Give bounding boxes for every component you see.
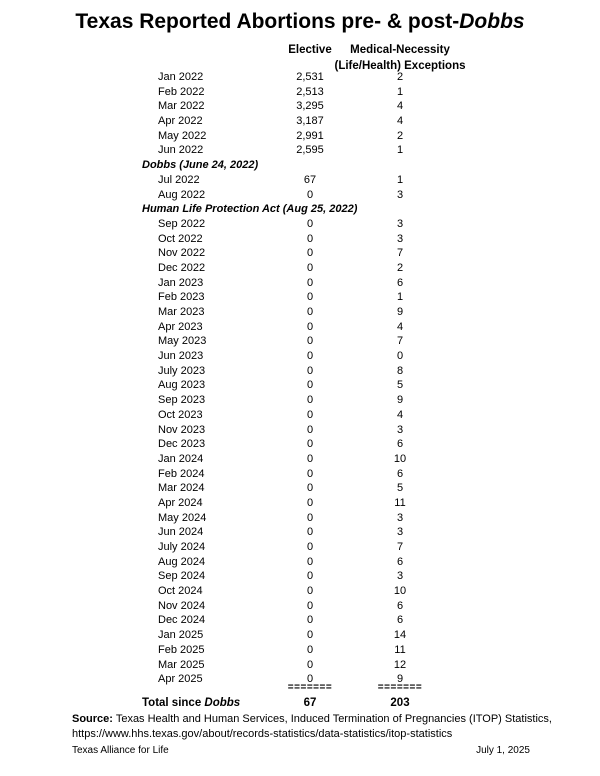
month-cell: May 2024	[158, 511, 207, 524]
table-row	[0, 70, 600, 85]
month-cell: Jun 2024	[158, 526, 204, 539]
table-row	[0, 114, 600, 129]
elective-cell: 0	[306, 261, 314, 274]
month-cell: Nov 2022	[158, 247, 206, 260]
elective-cell: 0	[306, 629, 314, 642]
month-cell: Mar 2025	[158, 658, 205, 671]
section-heading: Human Life Protection Act (Aug 25, 2022)	[142, 203, 358, 216]
month-cell: Nov 2024	[158, 599, 206, 612]
med-necessity-cell: 9	[396, 306, 404, 318]
med-necessity-cell: 6	[396, 276, 404, 289]
section-heading: Dobbs (June 24, 2022)	[142, 159, 259, 172]
month-cell: Nov 2023	[158, 423, 206, 436]
table-row	[0, 320, 600, 335]
table-row	[0, 408, 600, 423]
elective-cell: 0	[306, 599, 314, 612]
table-row	[0, 378, 600, 393]
elective-cell: 0	[306, 379, 314, 392]
month-cell: Oct 2023	[158, 408, 203, 421]
elective-cell: 2,595	[296, 144, 324, 157]
elective-cell: 0	[306, 496, 314, 509]
table-row	[0, 393, 600, 408]
elective-cell: 0	[306, 232, 314, 245]
source-label: Source:	[72, 713, 113, 725]
med-necessity-cell: 5	[396, 379, 404, 392]
table-row	[0, 525, 600, 540]
total-med: 203	[390, 697, 410, 709]
month-cell: Aug 2022	[158, 188, 206, 201]
table-row	[0, 217, 600, 232]
month-cell: Sep 2023	[158, 394, 206, 407]
table-row	[0, 290, 600, 305]
table-row	[0, 129, 600, 144]
elective-cell: 0	[306, 511, 314, 524]
month-cell: Dec 2023	[158, 438, 206, 451]
section-heading-row	[0, 158, 600, 173]
med-necessity-cell: 3	[396, 423, 404, 436]
med-necessity-cell: 7	[396, 247, 404, 260]
table-row	[0, 188, 600, 203]
table-row	[0, 423, 600, 438]
table-row	[0, 232, 600, 247]
med-necessity-cell: 7	[396, 541, 404, 553]
elective-cell: 0	[306, 188, 314, 201]
month-cell: Feb 2024	[158, 467, 205, 480]
month-cell: Jun 2022	[158, 144, 204, 157]
elective-cell: 0	[306, 276, 314, 289]
elective-cell: 0	[306, 364, 314, 377]
month-cell: Apr 2025	[158, 673, 203, 686]
med-necessity-cell: 3	[396, 526, 404, 539]
elective-cell: 3,187	[296, 115, 324, 128]
month-cell: Oct 2024	[158, 585, 203, 598]
month-cell: Feb 2025	[158, 643, 205, 656]
elective-cell: 0	[306, 541, 314, 553]
med-necessity-cell: 3	[396, 511, 404, 524]
elective-cell: 0	[306, 452, 314, 465]
month-cell: July 2023	[158, 364, 206, 377]
elective-cell: 0	[306, 643, 314, 656]
table-row	[0, 540, 600, 555]
table-row	[0, 85, 600, 100]
page-title	[0, 10, 600, 34]
med-necessity-cell: 4	[396, 408, 404, 421]
med-necessity-cell: 6	[396, 614, 404, 627]
table-row	[0, 584, 600, 599]
med-necessity-cell: 3	[396, 188, 404, 201]
table-row	[0, 349, 600, 364]
elective-cell: 0	[306, 335, 314, 348]
table-row	[0, 599, 600, 614]
med-necessity-cell: 6	[396, 467, 404, 480]
month-cell: Sep 2022	[158, 217, 206, 230]
elective-cell: 0	[306, 482, 314, 495]
med-necessity-cell: 1	[396, 144, 404, 157]
elective-cell: 0	[306, 320, 314, 333]
elective-cell: 0	[306, 247, 314, 260]
month-cell: July 2024	[158, 541, 206, 553]
elective-cell: 0	[306, 394, 314, 407]
elective-cell: 3,295	[296, 100, 324, 113]
total-label	[142, 697, 240, 709]
table-row	[0, 143, 600, 158]
month-cell: May 2022	[158, 129, 207, 142]
table-row	[0, 628, 600, 643]
table-row	[0, 467, 600, 482]
table-row	[0, 173, 600, 188]
med-necessity-cell: 1	[396, 291, 404, 304]
med-necessity-cell: 10	[393, 585, 407, 598]
elective-cell: 2,513	[296, 85, 324, 98]
month-cell: Mar 2024	[158, 482, 205, 495]
table-row	[0, 555, 600, 570]
elective-cell: 0	[306, 438, 314, 451]
med-necessity-cell: 4	[396, 100, 404, 113]
med-necessity-cell: 14	[393, 629, 407, 642]
table-row	[0, 305, 600, 320]
elective-cell: 0	[306, 467, 314, 480]
month-cell: Jan 2022	[158, 71, 204, 83]
table-row	[0, 613, 600, 628]
total-label-italic: Dobbs	[204, 697, 241, 709]
source-url[interactable]: https://www.hhs.texas.gov/about/records-statistics/data-statistics/itop-statistics	[72, 728, 453, 740]
table-row	[0, 452, 600, 467]
med-necessity-cell: 9	[396, 673, 404, 686]
med-necessity-cell: 5	[396, 482, 404, 495]
month-cell: Aug 2024	[158, 555, 206, 568]
table-row	[0, 481, 600, 496]
footer-organization: Texas Alliance for Life	[72, 745, 169, 756]
table-row	[0, 99, 600, 114]
data-table	[0, 70, 600, 687]
elective-cell: 0	[306, 570, 314, 583]
table-row	[0, 437, 600, 452]
month-cell: Jan 2024	[158, 452, 204, 465]
month-cell: Mar 2023	[158, 306, 205, 318]
elective-cell: 0	[306, 217, 314, 230]
elective-cell: 0	[306, 350, 314, 363]
month-cell: Apr 2024	[158, 496, 203, 509]
source-note	[72, 712, 552, 742]
month-cell: Jan 2023	[158, 276, 204, 289]
elective-cell: 67	[303, 173, 317, 186]
month-cell: Dec 2022	[158, 261, 206, 274]
table-row	[0, 511, 600, 526]
med-necessity-cell: 10	[393, 452, 407, 465]
elective-cell: 2,531	[296, 71, 324, 83]
med-necessity-cell: 3	[396, 232, 404, 245]
elective-cell: 0	[306, 291, 314, 304]
month-cell: Jun 2023	[158, 350, 204, 363]
med-necessity-cell: 9	[396, 394, 404, 407]
table-row	[0, 246, 600, 261]
med-necessity-cell: 4	[396, 320, 404, 333]
table-row	[0, 334, 600, 349]
table-row	[0, 658, 600, 673]
elective-cell: 0	[306, 306, 314, 318]
column-header-med-line2: (Life/Health) Exceptions	[334, 60, 466, 72]
med-necessity-cell: 2	[396, 261, 404, 274]
med-necessity-cell: 4	[396, 115, 404, 128]
elective-cell: 0	[306, 526, 314, 539]
med-necessity-cell: 3	[396, 217, 404, 230]
table-row	[0, 276, 600, 291]
title-italic: Dobbs	[459, 10, 525, 33]
med-necessity-cell: 1	[396, 173, 404, 186]
table-row	[0, 261, 600, 276]
month-cell: Sep 2024	[158, 570, 206, 583]
elective-cell: 0	[306, 614, 314, 627]
month-cell: Jul 2022	[158, 173, 200, 186]
separator-elective: =======	[287, 682, 333, 693]
med-necessity-cell: 1	[396, 85, 404, 98]
month-cell: Apr 2023	[158, 320, 203, 333]
title-main: Texas Reported Abortions pre- & post-	[75, 10, 460, 33]
month-cell: Feb 2022	[158, 85, 205, 98]
med-necessity-cell: 3	[396, 570, 404, 583]
column-header-elective: Elective	[288, 44, 332, 56]
table-row	[0, 569, 600, 584]
med-necessity-cell: 8	[396, 364, 404, 377]
separator-med: =======	[377, 682, 423, 693]
elective-cell: 2,991	[296, 129, 324, 142]
month-cell: May 2023	[158, 335, 207, 348]
month-cell: Oct 2022	[158, 232, 203, 245]
med-necessity-cell: 6	[396, 599, 404, 612]
table-row	[0, 496, 600, 511]
column-header-med-line1: Medical-Necessity	[350, 44, 450, 56]
elective-cell: 0	[306, 658, 314, 671]
med-necessity-cell: 11	[394, 496, 406, 509]
total-label-main: Total since	[142, 697, 205, 709]
med-necessity-cell: 6	[396, 555, 404, 568]
elective-cell: 0	[306, 585, 314, 598]
month-cell: Aug 2023	[158, 379, 206, 392]
med-necessity-cell: 0	[396, 350, 404, 363]
footer-date: July 1, 2025	[476, 745, 530, 756]
source-text: Texas Health and Human Services, Induced Termination of Pregnancies (ITOP) Statistics,	[112, 713, 552, 725]
table-row	[0, 364, 600, 379]
month-cell: Feb 2023	[158, 291, 205, 304]
elective-cell: 0	[306, 423, 314, 436]
med-necessity-cell: 2	[396, 71, 404, 83]
month-cell: Apr 2022	[158, 115, 203, 128]
med-necessity-cell: 6	[396, 438, 404, 451]
total-elective: 67	[303, 697, 317, 709]
med-necessity-cell: 7	[396, 335, 404, 348]
med-necessity-cell: 11	[394, 643, 406, 656]
month-cell: Dec 2024	[158, 614, 206, 627]
elective-cell: 0	[306, 408, 314, 421]
month-cell: Mar 2022	[158, 100, 205, 113]
section-heading-row	[0, 202, 600, 217]
elective-cell: 0	[306, 673, 314, 686]
elective-cell: 0	[306, 555, 314, 568]
med-necessity-cell: 2	[396, 129, 404, 142]
table-row	[0, 643, 600, 658]
med-necessity-cell: 12	[393, 658, 407, 671]
month-cell: Jan 2025	[158, 629, 204, 642]
